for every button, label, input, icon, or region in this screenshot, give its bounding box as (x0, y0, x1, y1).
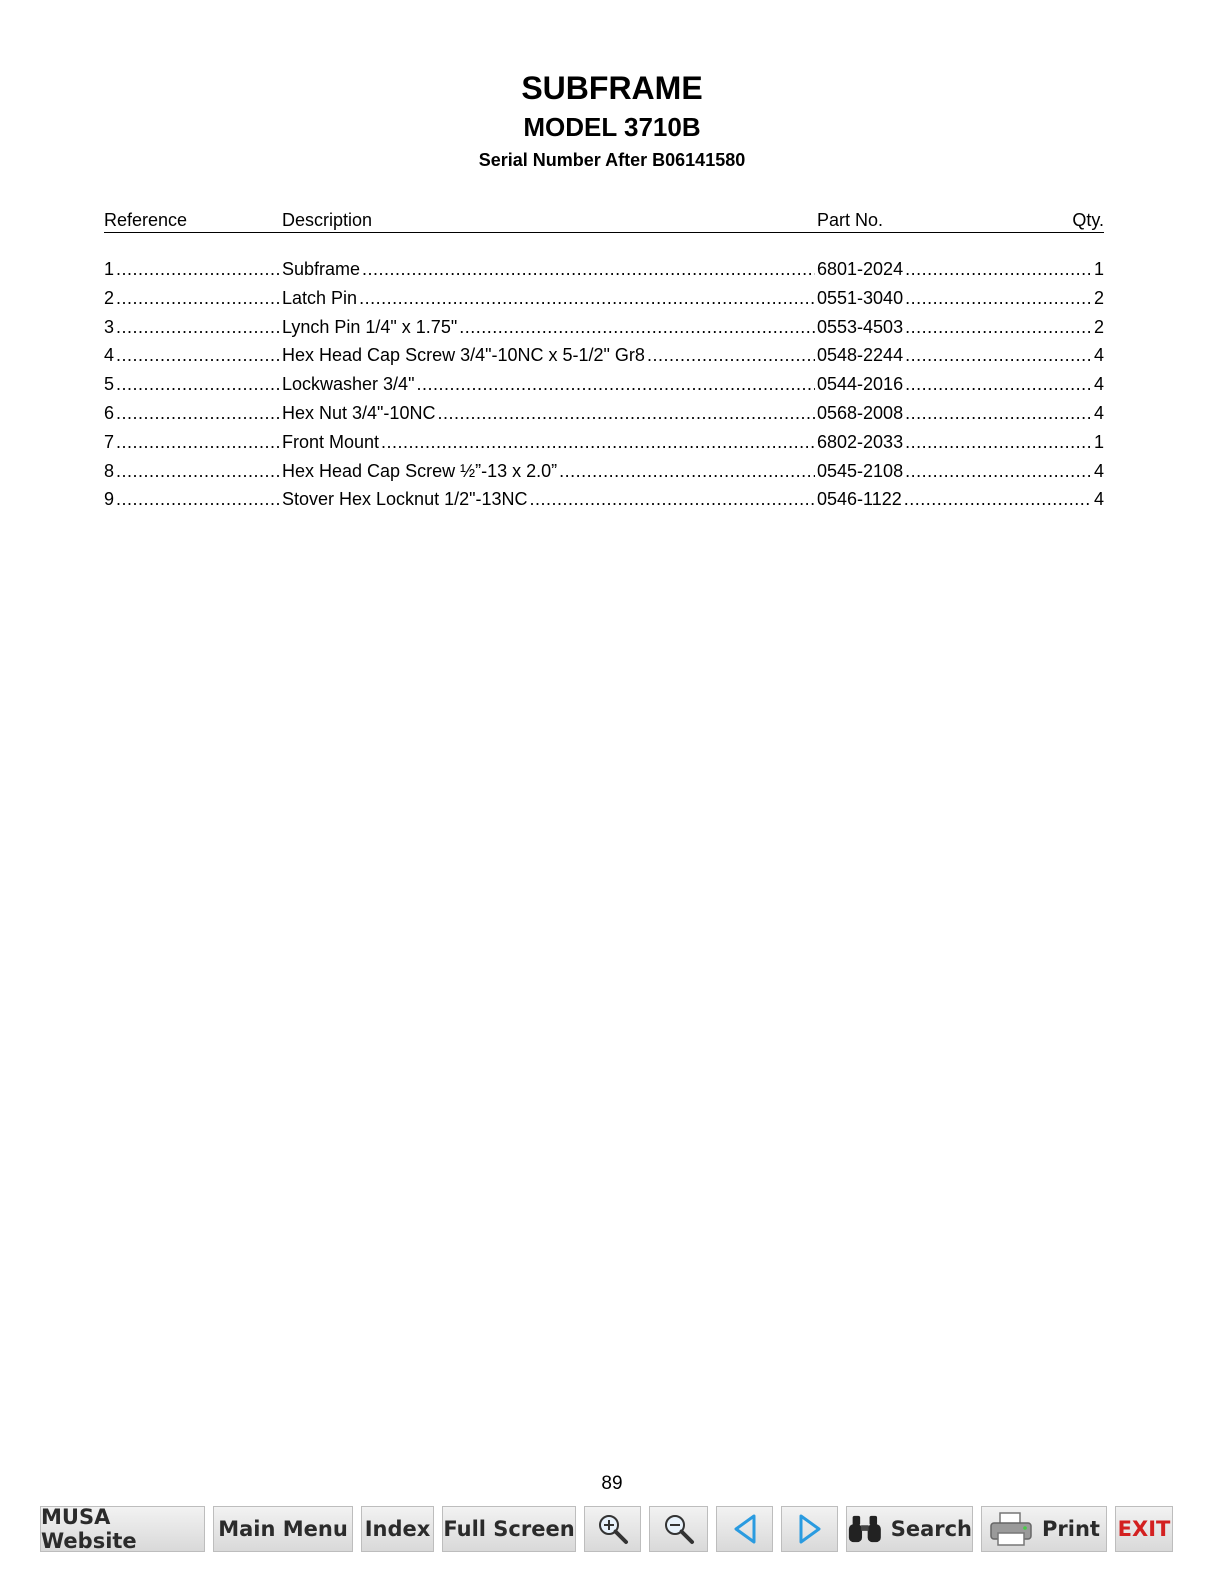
dot-leader (116, 255, 280, 284)
main-menu-button[interactable] (213, 1506, 353, 1552)
row-qty: 4 (1093, 489, 1104, 510)
page-title: SUBFRAME (521, 70, 703, 106)
dot-leader (905, 457, 1092, 486)
dot-leader (905, 370, 1092, 399)
row-qty: 4 (1093, 345, 1104, 366)
dot-leader (905, 255, 1092, 284)
dot-leader (559, 457, 815, 486)
row-description: Hex Head Cap Screw ½”-13 x 2.0” (282, 460, 558, 481)
row-description: Stover Hex Locknut 1/2"-13NC (282, 489, 528, 510)
row-reference: 8 (104, 460, 115, 481)
next-page-button[interactable] (781, 1506, 838, 1552)
exit-button[interactable] (1115, 1506, 1173, 1552)
dot-leader (116, 313, 280, 342)
row-part-no: 0551-3040 (817, 287, 904, 308)
dot-leader (904, 485, 1092, 514)
row-description: Hex Head Cap Screw 3/4"-10NC x 5-1/2" Gr8 (282, 345, 645, 366)
table-row (104, 485, 1104, 514)
search-label: Search (890, 1517, 972, 1541)
dot-leader (362, 255, 815, 284)
dot-leader (905, 399, 1092, 428)
serial-number: Serial Number After B06141580 (478, 150, 746, 170)
table-row (104, 457, 1104, 486)
zoom-in-icon (596, 1512, 630, 1546)
index-button[interactable] (361, 1506, 434, 1552)
exit-label: EXIT (1117, 1517, 1171, 1541)
previous-page-button[interactable] (716, 1506, 773, 1552)
dot-leader (905, 428, 1092, 457)
full-screen-button[interactable] (442, 1506, 576, 1552)
row-qty: 1 (1093, 431, 1104, 452)
dot-leader (647, 341, 815, 370)
previous-page-icon (730, 1512, 760, 1546)
binoculars-icon (847, 1512, 883, 1546)
row-part-no: 6802-2033 (817, 431, 904, 452)
row-description: Lockwasher 3/4" (282, 374, 415, 395)
row-description: Subframe (282, 259, 361, 279)
printer-icon (988, 1511, 1034, 1547)
zoom-in-button[interactable] (584, 1506, 641, 1552)
navigation-toolbar (0, 1506, 1224, 1554)
main-menu-label: Main Menu (218, 1517, 348, 1541)
row-description: Lynch Pin 1/4" x 1.75" (282, 316, 458, 337)
row-part-no: 0548-2244 (817, 345, 904, 366)
table-row (104, 341, 1104, 370)
title-block (0, 68, 1224, 172)
dot-leader (116, 399, 280, 428)
row-qty: 4 (1093, 402, 1104, 423)
table-row (104, 284, 1104, 313)
row-qty: 2 (1093, 287, 1104, 308)
row-part-no: 0553-4503 (817, 316, 904, 337)
dot-leader (530, 485, 815, 514)
row-qty: 2 (1093, 316, 1104, 337)
dot-leader (381, 428, 815, 457)
model-heading: MODEL 3710B (523, 112, 701, 142)
dot-leader (116, 428, 280, 457)
musa-website-label: MUSA Website (41, 1505, 137, 1553)
print-label: Print (1042, 1517, 1100, 1541)
header-part-no: Part No. (817, 210, 884, 230)
row-part-no: 0544-2016 (817, 374, 904, 395)
dot-leader (416, 370, 815, 399)
dot-leader (359, 284, 815, 313)
table-row (104, 255, 1104, 284)
dot-leader (905, 341, 1092, 370)
dot-leader (905, 284, 1092, 313)
row-description: Front Mount (282, 431, 380, 452)
search-button[interactable] (846, 1506, 973, 1552)
dot-leader (116, 485, 280, 514)
index-label: Index (364, 1517, 431, 1541)
row-reference: 5 (104, 374, 115, 395)
parts-table (104, 208, 1104, 514)
next-page-icon (795, 1512, 825, 1546)
row-reference: 3 (104, 316, 115, 337)
row-reference: 4 (104, 345, 115, 366)
full-screen-label: Full Screen (443, 1517, 575, 1541)
dot-leader (116, 341, 280, 370)
musa-website-button[interactable] (40, 1506, 205, 1552)
dot-leader (905, 313, 1092, 342)
dot-leader (459, 313, 815, 342)
row-qty: 4 (1093, 460, 1104, 481)
header-reference: Reference (104, 210, 188, 230)
row-part-no: 0568-2008 (817, 402, 904, 423)
row-qty: 4 (1093, 374, 1104, 395)
row-reference: 7 (104, 431, 115, 452)
dot-leader (116, 370, 280, 399)
dot-leader (116, 284, 280, 313)
table-row (104, 370, 1104, 399)
row-reference: 1 (104, 259, 115, 279)
row-description: Hex Nut 3/4"-10NC (282, 402, 436, 423)
row-reference: 9 (104, 489, 115, 510)
print-button[interactable] (981, 1506, 1107, 1552)
table-row (104, 399, 1104, 428)
zoom-out-icon (662, 1512, 696, 1546)
table-row (104, 428, 1104, 457)
dot-leader (437, 399, 815, 428)
row-part-no: 6801-2024 (817, 259, 904, 279)
table-body (104, 255, 1104, 514)
dot-leader (116, 457, 280, 486)
row-description: Latch Pin (282, 287, 358, 308)
row-part-no: 0546-1122 (817, 489, 902, 510)
table-header (104, 208, 1104, 233)
row-reference: 6 (104, 402, 115, 423)
zoom-out-button[interactable] (649, 1506, 708, 1552)
header-qty: Qty. (1072, 210, 1104, 230)
header-description: Description (282, 210, 373, 230)
row-reference: 2 (104, 287, 115, 308)
table-row (104, 313, 1104, 342)
row-part-no: 0545-2108 (817, 460, 904, 481)
page-number: 89 (601, 1473, 623, 1494)
row-qty: 1 (1093, 259, 1104, 279)
